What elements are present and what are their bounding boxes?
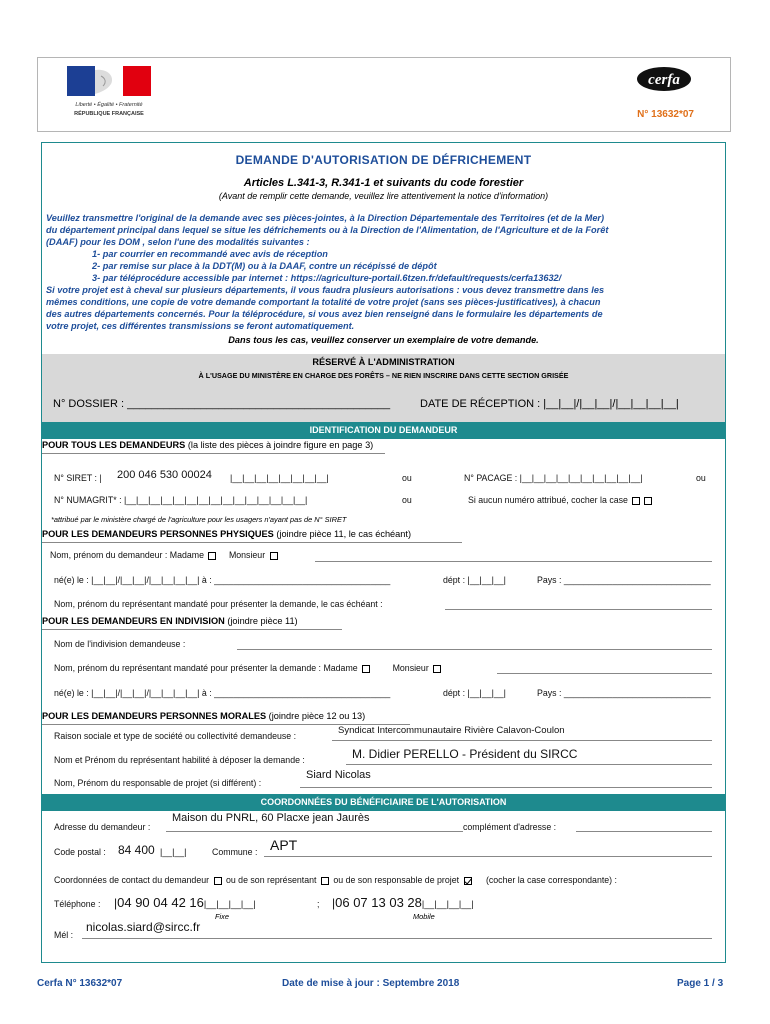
email-input[interactable]: nicolas.siard@sircc.fr — [86, 920, 201, 934]
contact-applicant-label: Coordonnées de contact du demandeur — [54, 875, 210, 885]
divider — [42, 542, 462, 543]
address-input[interactable]: Maison du PNRL, 60 Placxe jean Jaurès — [172, 812, 370, 824]
instruction-line: Veuillez transmettre l'original de la demande avec ses pièces-jointes, à la Direction Départementale des Territoires (et de la Mer) — [46, 213, 605, 223]
phone-fixe-row — [114, 895, 256, 910]
project-manager-label: Nom, Prénom du responsable de projet (si différent) : — [54, 778, 262, 788]
birth-dept-field[interactable]: dépt : |__|__|__| — [443, 575, 506, 585]
raison-sociale-input[interactable]: Syndicat Intercommunautaire Rivière Calavon-Coulon — [338, 725, 565, 736]
section-physical-persons — [42, 529, 411, 539]
phone-mobile-row — [332, 895, 474, 910]
physical-name-row — [50, 550, 280, 560]
indivision-country-field[interactable]: Pays : ______________________________ — [537, 688, 711, 698]
project-manager-input-line — [300, 787, 712, 788]
postal-code-input[interactable]: 84 400 — [118, 843, 155, 857]
section-note: (joindre pièce 11, le cas échéant) — [276, 529, 412, 539]
section-note: (joindre pièce 11) — [227, 616, 298, 626]
footer-update-date: Date de mise à jour : Septembre 2018 — [282, 978, 460, 989]
keep-copy-note: Dans tous les cas, veuillez conserver un exemplaire de votre demande. — [228, 335, 539, 345]
phone-separator: ; — [317, 899, 320, 909]
admin-title: RÉSERVÉ À L'ADMINISTRATION — [312, 357, 455, 367]
instruction-line: Si votre projet est à cheval sur plusieurs départements, il vous faudra plusieurs autorisations : vous devez transmettre dans les — [46, 285, 605, 295]
numagrit-footnote: *attribué par le ministère chargé de l'agriculture pour les usagers n'ayant pas de N° SIRET — [51, 515, 347, 524]
phone-mobile-boxes: |__|__|__|__| — [421, 899, 474, 909]
or-label: ou — [402, 473, 412, 483]
physical-mandate-label: Nom, prénom du représentant mandaté pour présenter la demande, le cas échéant : — [54, 599, 383, 609]
raison-sociale-label: Raison sociale et type de société ou collectivité demandeuse : — [54, 731, 297, 741]
birth-country-field[interactable]: Pays : ______________________________ — [537, 575, 711, 585]
project-manager-input[interactable]: Siard Nicolas — [306, 769, 371, 781]
representative-label: Nom et Prénom du représentant habilité à déposer la demande : — [54, 755, 305, 765]
instruction-line: (DAAF) pour les DOM , selon l'une des modalités suivantes : — [46, 237, 310, 247]
phone-fixe-input[interactable]: 04 90 04 42 16 — [117, 895, 204, 910]
section-bar-identification: IDENTIFICATION DU DEMANDEUR — [42, 422, 725, 439]
contact-applicant-checkbox[interactable] — [214, 877, 222, 885]
instruction-option: 3- par téléprocédure accessible par internet : https://agriculture-portail.6tzen.fr/default/requests/cerfa13632/ — [92, 273, 562, 283]
phone-fixe-caption: Fixe — [215, 912, 229, 921]
divider — [42, 629, 342, 630]
indivision-name-input-line[interactable] — [237, 649, 712, 650]
physical-name-input-line[interactable] — [315, 561, 712, 562]
pacage-field[interactable]: N° PACAGE : |__|__|__|__|__|__|__|__|__|__| — [464, 473, 643, 483]
form-page-1 — [41, 142, 726, 963]
raison-sociale-input-line — [332, 740, 712, 741]
address-input-line — [166, 831, 463, 832]
form-title: DEMANDE D'AUTORISATION DE DÉFRICHEMENT — [235, 153, 532, 167]
monsieur-checkbox[interactable] — [270, 552, 278, 560]
footer-page-number: Page 1 / 3 — [677, 978, 724, 989]
section-title: POUR LES DEMANDEURS EN INDIVISION — [42, 616, 225, 626]
section-indivision — [42, 616, 298, 626]
representative-input[interactable]: M. Didier PERELLO - Président du SIRCC — [352, 747, 578, 761]
representative-input-line — [346, 764, 712, 765]
admin-reserved-section — [42, 354, 725, 424]
address-complement-input-line[interactable] — [576, 831, 712, 832]
section-legal-entities — [42, 711, 365, 721]
indivision-mandate-input-line[interactable] — [497, 673, 712, 674]
logo-motto: Liberté • Égalité • Fraternité — [75, 102, 143, 108]
form-articles: Articles L.341-3, R.341-1 et suivants du code forestier — [243, 177, 524, 189]
instruction-line: des autres départements concernés. Pour la téléprocédure, si vous avez bien renseigné dans le formulaire les départements de — [46, 309, 603, 319]
or-label: ou — [696, 473, 706, 483]
section-title: POUR LES DEMANDEURS PERSONNES MORALES — [42, 711, 267, 721]
email-label: Mél : — [54, 930, 74, 940]
section-title: POUR TOUS LES DEMANDEURS — [42, 440, 186, 450]
reception-date-field: DATE DE RÉCEPTION : |__|__|/|__|__|/|__|__|__|__| — [420, 398, 679, 410]
commune-label: Commune : — [212, 847, 258, 857]
contact-choice-note: (cocher la case correspondante) : — [485, 875, 617, 885]
birth-field[interactable]: né(e) le : |__|__|/|__|__|/|__|__|__|__| à : ____________________________________ — [54, 575, 391, 585]
page-header — [37, 57, 731, 132]
indivision-monsieur-label: Monsieur — [392, 663, 429, 673]
section-note: (la liste des pièces à joindre figure en page 3) — [187, 440, 374, 450]
numagrit-field[interactable]: N° NUMAGRIT* : |__|__|__|__|__|__|__|__|__|__|__|__|__|__|__| — [54, 495, 308, 505]
no-number-checkbox[interactable] — [632, 497, 640, 505]
commune-input-line — [264, 856, 712, 857]
marianne-flag-icon — [67, 66, 151, 96]
admin-subtitle: À L'USAGE DU MINISTÈRE EN CHARGE DES FORÊTS – NE RIEN INSCRIRE DANS CETTE SECTION GRISÉE — [198, 371, 569, 380]
contact-choice-row — [54, 875, 617, 885]
dossier-number-field: N° DOSSIER : ___________________________________________ — [53, 398, 391, 410]
section-bar-coordinates: COORDONNÉES DU BÉNÉFICIAIRE DE L'AUTORISATION — [42, 794, 725, 811]
address-label: Adresse du demandeur : — [54, 822, 151, 832]
instruction-line: votre projet, ces différentes transmissions se feront automatiquement. — [46, 321, 355, 331]
instruction-option: 1- par courrier en recommandé avec avis de réception — [92, 249, 328, 259]
postal-code-boxes: |__|__| — [160, 847, 187, 857]
indivision-dept-field[interactable]: dépt : |__|__|__| — [443, 688, 506, 698]
physical-name-label: Nom, prénom du demandeur : Madame — [50, 550, 205, 560]
no-number-label — [468, 495, 654, 505]
madame-checkbox[interactable] — [208, 552, 216, 560]
siret-input[interactable]: 200 046 530 00024 — [117, 469, 212, 481]
section-note: (joindre pièce 12 ou 13) — [268, 711, 366, 721]
indivision-mandate-row — [54, 663, 443, 673]
email-input-line — [82, 938, 712, 939]
logo-republique: RÉPUBLIQUE FRANÇAISE — [74, 111, 144, 117]
section-title: POUR LES DEMANDEURS PERSONNES PHYSIQUES — [42, 529, 274, 539]
instruction-line: mêmes conditions, une copie de votre demande comportant la totalité de votre projet (sans ses pièces-justificatives), à chacun — [46, 297, 601, 307]
postal-code-label: Code postal : — [54, 847, 106, 857]
contact-representative-label: ou de son représentant — [225, 875, 317, 885]
cerfa-logo-icon — [636, 66, 692, 92]
physical-mandate-input-line[interactable] — [445, 609, 712, 610]
contact-representative-checkbox[interactable] — [321, 877, 329, 885]
siret-remaining-boxes: |__|__|__|__|__|__|__|__| — [230, 473, 329, 483]
footer-cerfa-number: Cerfa N° 13632*07 — [37, 978, 123, 989]
phone-mobile-input[interactable]: 06 07 13 03 28 — [335, 895, 422, 910]
monsieur-label: Monsieur — [228, 550, 266, 560]
cerfa-number: N° 13632*07 — [637, 109, 694, 120]
contact-project-manager-label: ou de son responsable de projet — [333, 875, 460, 885]
no-number-text: Si aucun numéro attribué, cocher la case — [468, 495, 628, 505]
commune-input[interactable]: APT — [270, 837, 298, 853]
phone-fixe-boxes: |__|__|__|__| — [203, 899, 256, 909]
instruction-line: du département principal dans lequel se situe les défrichements ou à la Direction de l'Alimentation, de l'Agriculture et de la Forêt — [46, 225, 609, 235]
phone-mobile-bracket: | — [332, 896, 336, 910]
no-number-checkbox-alt[interactable] — [644, 497, 652, 505]
instruction-option: 2- par remise sur place à la DDT(M) ou à la DAAF, contre un récépissé de dépôt — [92, 261, 437, 271]
address-complement-label: complément d'adresse : — [463, 822, 557, 832]
contact-project-manager-checkbox[interactable] — [464, 877, 472, 885]
divider — [42, 453, 385, 454]
phone-fixe-bracket: | — [114, 896, 118, 910]
phone-mobile-caption: Mobile — [413, 912, 435, 921]
cerfa-logo-text: cerfa — [648, 72, 680, 88]
republique-francaise-logo — [60, 64, 158, 122]
indivision-mandate-label: Nom, prénom du représentant mandaté pour présenter la demande : Madame — [54, 663, 358, 673]
phone-label: Téléphone : — [54, 899, 101, 909]
indivision-name-label: Nom de l'indivision demandeuse : — [54, 639, 186, 649]
siret-label: N° SIRET : | — [54, 473, 102, 483]
indivision-birth-field[interactable]: né(e) le : |__|__|/|__|__|/|__|__|__|__| à : ____________________________________ — [54, 688, 391, 698]
or-label: ou — [402, 495, 412, 505]
form-fill-note: (Avant de remplir cette demande, veuillez lire attentivement la notice d'information) — [218, 191, 549, 201]
indivision-monsieur-checkbox[interactable] — [433, 665, 441, 673]
section-all-applicants — [42, 440, 373, 450]
indivision-madame-checkbox[interactable] — [362, 665, 370, 673]
